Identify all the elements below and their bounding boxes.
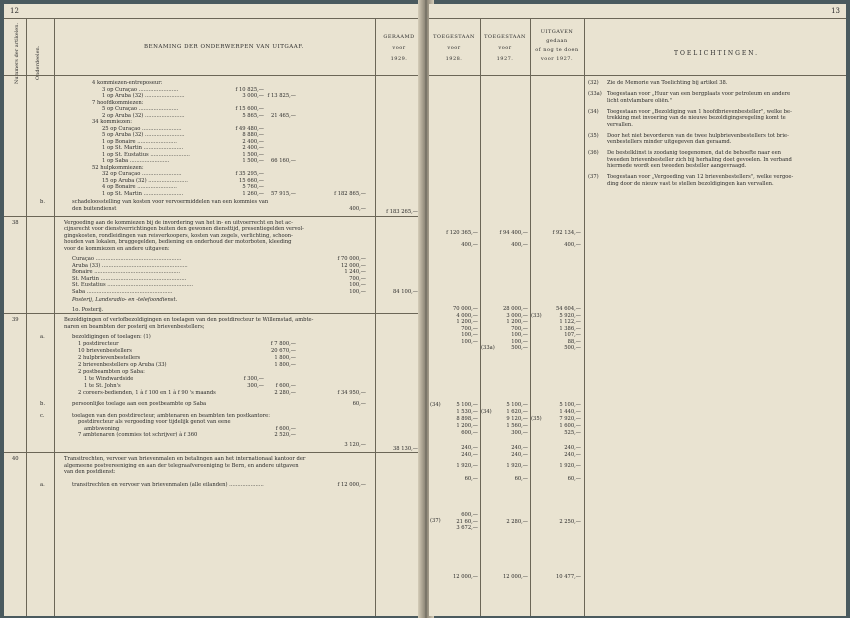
entry-text: 1 op St. Eustatius ........................ [102, 151, 190, 158]
art38-spent: 54 604,— [556, 306, 581, 312]
art38-value: 100,— [349, 288, 366, 295]
a-value-3: f 34 950,— [337, 389, 366, 396]
c-1928: 600,— [461, 512, 478, 518]
entry-text: 52 hulpkommiezen: [92, 164, 144, 171]
header-granted-1928-line2: voor [447, 45, 461, 51]
entry-value-1: 2 400,— [242, 138, 264, 145]
header-expenditure [531, 28, 583, 64]
entry-text: 34 kommiezen: [92, 119, 132, 125]
c-text: postdirecteur als vergoeding voor tijdelijk genot van eene [78, 419, 231, 425]
header-article-numbers: Nummers der artikelen. [14, 22, 20, 84]
rule-header-bottom [4, 75, 424, 76]
art38-value: f 70 000,— [337, 256, 366, 262]
total-1927: f 94 400,— [499, 230, 528, 236]
rule-top [4, 18, 424, 19]
a-label: a. [40, 334, 45, 340]
header-granted-1928-line3: 1928. [445, 56, 463, 62]
entry-value-2: 66 160,— [271, 158, 296, 164]
art39-1928: 1 530,— [456, 409, 478, 415]
section-heading: Posterij, Landsradio- en -telefoondienst. [72, 297, 178, 303]
art38-spent: 1 122,— [559, 319, 581, 325]
a-value-2: f 600,— [275, 382, 296, 389]
a-value-2: 1 800,— [274, 354, 296, 361]
art40-text: algemeene postvereeniging en aan der telegraafvereeniging te Bern, en andere uitgaven [64, 462, 299, 469]
a-item: 2 coreers-bedienden, 1 à f 100 en 1 à f 90 's maands [78, 389, 216, 396]
entry-text: 32 op Curaçao ........................ [102, 171, 182, 177]
entry-text: 1 op St. Martin ........................ [102, 190, 184, 197]
art39-1927: 5 100,— [506, 402, 528, 408]
note-text: hiermede wordt een tweeden besteller aangevraagd. [607, 163, 747, 169]
entry-value-1: 5 865,— [242, 112, 264, 119]
right-page [429, 4, 846, 616]
b-label: b. [40, 400, 45, 407]
a-value-1: 300,— [247, 382, 264, 389]
note-text: ding door de nieuw vast te stellen bezoldigingen kan vervallen. [607, 180, 774, 187]
entry-text: 4 op Bonaire ........................ [102, 184, 177, 190]
art38-text: houden van lokalen, bruggegelden, bediening en onderhoud der motorboten, kleeding [64, 239, 292, 245]
art38-spent: 107,— [564, 332, 581, 338]
art39-spent: 1 440,— [559, 409, 581, 415]
a-item: 1 te St. John's [84, 382, 121, 389]
entry-text: 5 op Aruba (32) ........................ [102, 132, 185, 138]
art39-1928: 1 920,— [456, 463, 478, 469]
art39-1927: 240,— [511, 452, 528, 458]
section-rule [4, 313, 424, 314]
header-expenditure-line4: voor 1927. [540, 56, 574, 62]
b-text-line: schadeloosstelling van kosten voor vervoermiddelen van een kommies van [72, 199, 269, 205]
subheading: 1o. Posterij. [72, 307, 104, 313]
left-page [4, 4, 424, 616]
art39-1927: 60,— [514, 476, 528, 482]
note-text: Toegestaan voor „Huur van een bergplaats voor petroleum en andere [607, 91, 791, 97]
c-label: c. [40, 412, 45, 419]
header-estimated-line1: GERAAMD [383, 34, 415, 40]
a-value: f 12 000,— [337, 481, 366, 488]
a-item: 10 brievenbestellers [78, 347, 132, 354]
art39-spent: 1 920,— [559, 463, 581, 469]
c-total: 3 120,— [344, 442, 366, 448]
section-rule [4, 452, 424, 453]
b-text-line: den buitendienst [72, 205, 117, 212]
entry-value-1: f 10 825,— [235, 86, 264, 93]
entry-text: 4 kommiezen-entreposeur: [92, 80, 163, 86]
art38-item: St. Martin .................................................... [72, 275, 187, 282]
b-value: 400,— [349, 205, 366, 212]
art39-1928: 1 200,— [456, 423, 478, 429]
art38-1928: 4 000,— [456, 312, 478, 319]
entry-value-2: 21 465,— [271, 112, 296, 119]
rule-header-bottom [429, 75, 846, 76]
art38-1928: 70 000,— [453, 306, 478, 312]
art38-1928: 100,— [461, 332, 478, 338]
entry-text: 1 op St. Martin ........................ [102, 145, 184, 151]
note-ref: (34) [588, 108, 599, 115]
note-ref: (37) [588, 174, 599, 180]
art39-spent: 525,— [564, 430, 581, 436]
art38-text: gingskosten, rondleidingen van reisverkoopers, kosten van zegels, verlichting, schoon- [64, 232, 293, 239]
rule-col1 [480, 18, 481, 616]
entry-text: 15 op Aruba (32) ........................ [102, 177, 188, 184]
note-text: venbestellers minder uitgegeven dan geraamd. [607, 139, 732, 145]
a-item: 1 postdirecteur [78, 340, 119, 347]
header-granted-1928 [429, 32, 479, 65]
art39-1928: 600,— [461, 430, 478, 436]
a-label: a. [40, 481, 45, 488]
header-granted-1927 [481, 32, 529, 65]
art38-1928: 100,— [461, 338, 478, 345]
total-1928: f 120 365,— [446, 230, 478, 236]
c-text: toelagen van den postdirecteur, ambtenaren en beambten ten postkantore: [72, 412, 270, 419]
entry-value-3: f 182 865,— [334, 190, 366, 197]
art38-1927: 3 000,— [506, 312, 528, 319]
art40-spent: 10 477,— [556, 574, 581, 580]
art38-1927: 500,— [511, 345, 528, 351]
art38-value: 700,— [349, 275, 366, 282]
entry-value-1: 1 260,— [242, 190, 264, 197]
art39-spent: 240,— [564, 445, 581, 451]
entry-value-1: 3 000,— [242, 93, 264, 99]
b-spent: 400,— [564, 242, 581, 248]
art38-1928: 1 200,— [456, 319, 478, 325]
a-value-2: 1 800,— [274, 361, 296, 368]
header-granted-1927-line2: voor [498, 45, 512, 51]
art38-item: Bonaire .................................................... [72, 269, 180, 275]
footnote-ref: (34) [481, 409, 492, 415]
art38-text: voor de kommiezen en andere uitgaven: [64, 245, 170, 252]
header-explanations: TOELICHTINGEN. [673, 50, 760, 57]
total-spent: f 92 134,— [552, 230, 581, 236]
art39-spent: 60,— [567, 476, 581, 482]
entry-value-1: f 15 600,— [235, 106, 264, 112]
art38-item: Saba .................................................... [72, 288, 173, 295]
art40-1927: 12 000,— [503, 574, 528, 580]
note-ref: (35) [588, 132, 599, 139]
a-value-2: 20 670,— [271, 347, 296, 354]
art38-1928: 700,— [461, 325, 478, 332]
art38-item: Curaçao .................................................... [72, 256, 182, 262]
footnote-ref: (35) [531, 416, 542, 422]
entry-text: 1 op Saba ........................ [102, 158, 170, 164]
art39-text: naren en beambten der posterij en brievenbestellers; [64, 323, 205, 330]
art38-1927: 700,— [511, 325, 528, 332]
entry-text: 5 op Curaçao ........................ [102, 106, 179, 112]
art39-1928: 8 898,— [456, 416, 478, 422]
art38-text: Vergoeding aan de kommiezen bij de invordering van het in- en uitvoerrecht en het ac- [64, 219, 293, 226]
art38-item: St. Eustatius .................................................... [72, 282, 194, 288]
art39-1928: 240,— [461, 452, 478, 458]
entry-value-1: 15 660,— [239, 177, 264, 184]
art38-1927: 1 200,— [506, 319, 528, 325]
note-text: Toegestaan voor „Bezoldiging van 1 hoofdbrievenbesteller", welke be- [607, 108, 792, 115]
c-text: ambtswoning [84, 425, 120, 432]
c-value: f 600,— [275, 425, 296, 432]
header-estimated [377, 32, 421, 65]
rule-col2 [54, 18, 55, 616]
header-granted-1927-line1: TOEGESTAAN [484, 34, 526, 40]
art38-value: 100,— [349, 282, 366, 288]
note-ref: (32) [588, 80, 599, 86]
art40-text: van den postdienst: [64, 469, 116, 475]
note-ref: (36) [588, 150, 599, 156]
art39-total: 38 130,— [393, 446, 418, 452]
entry-text: 7 hoofdkommiezen: [92, 99, 144, 106]
b-total: f 183 265,— [386, 208, 418, 215]
art39-1928: 5 100,— [456, 402, 478, 408]
entry-text: 1 op Aruba (32) ........................ [102, 93, 185, 99]
note-text: licht ontvlambare oliën." [607, 97, 672, 104]
section-rule [4, 216, 424, 217]
rule-col1 [26, 18, 27, 616]
art38-1927: 100,— [511, 332, 528, 338]
a-item: 2 hulpbrievenbestellers [78, 354, 141, 361]
art38-number: 38 [12, 219, 19, 226]
rule-col3 [584, 18, 585, 616]
entry-value-1: f 35 295,— [235, 171, 264, 177]
b-1928: 400,— [461, 242, 478, 248]
entry-value-1: 1 500,— [242, 158, 264, 164]
a-value-2: 2 280,— [274, 389, 296, 396]
a-item: 2 postbeambten op Saba: [78, 368, 145, 375]
art39-1927: 9 120,— [506, 416, 528, 422]
b-value: 60,— [352, 400, 366, 407]
footnote-ref: (34) [430, 402, 441, 408]
art39-1927: 1 620,— [506, 409, 528, 415]
entry-value-1: 2 400,— [242, 145, 264, 151]
rule-top [429, 18, 846, 19]
footnote-ref: (33) [531, 312, 542, 319]
note-ref: (33a) [588, 91, 602, 97]
entry-value-1: f 49 480,— [235, 125, 264, 132]
header-estimated-line3: 1929. [390, 56, 408, 62]
note-text: tweeden brievenbesteller zich bij herhaling doet gevoelen. In verband [607, 156, 792, 163]
art38-value: 12 000,— [341, 262, 366, 269]
art38-spent: 1 386,— [559, 325, 581, 332]
note-text: Zie de Memorie van Toelichting bij artikel 38. [607, 80, 728, 86]
header-expenditure-line1: UITGAVEN [540, 29, 574, 35]
page-number: 12 [10, 7, 19, 15]
footnote-ref: (33a) [481, 345, 495, 351]
art38-spent: 88,— [567, 338, 581, 345]
a-text: transitrechten en vervoer van brievenmalen (alle eilanden) ..................... [72, 481, 264, 488]
art38-1927: 100,— [511, 338, 528, 345]
art39-number: 39 [12, 317, 19, 323]
footnote-ref: (37) [430, 518, 441, 524]
c-1928: 21 60,— [456, 518, 478, 525]
note-text: trekking met invoering van de nieuwe bezoldigingsregeling komt te [607, 115, 786, 121]
art40-text: Transitrechten, vervoer van brievenmalen en betalingen aan het internationaal kantoor der [64, 456, 306, 462]
c-text: 7 ambtenaren (commies tot schrijver) à f 360 [78, 432, 198, 438]
a-value-1: f 300,— [243, 375, 264, 382]
entry-text: 2 op Aruba (32) ........................ [102, 112, 185, 119]
header-subdivisions: Onderdeelen. [35, 45, 41, 80]
art38-spent: 5 920,— [559, 312, 581, 319]
rule-col3 [375, 18, 376, 616]
art39-spent: 7 920,— [559, 416, 581, 422]
art38-text: cijnsrecht voor dienstverrichtingen buiten den gewonen diensttijd, presentiegelden vervol- [64, 226, 304, 232]
art39-1927: 240,— [511, 445, 528, 451]
a-value-2: f 7 800,— [270, 340, 296, 347]
entry-text: 1 op Bonaire ........................ [102, 138, 177, 145]
a-intro: bezoldigingen of toelagen: (1) [72, 334, 151, 340]
header-granted-1928-line1: TOEGESTAAN [433, 34, 475, 40]
note-text: De bestelklinst is zoodanig toegenomen, dat de behoefte naar een [607, 150, 782, 156]
art39-1927: 1 920,— [506, 463, 528, 469]
art38-item: Aruba (33) .................................................... [72, 262, 188, 269]
header-expenditure-line2: gedaan [546, 38, 568, 44]
art38-total: 84 100,— [393, 289, 418, 295]
c-value: 2 520,— [274, 432, 296, 438]
entry-value-2: 57 915,— [271, 190, 296, 197]
header-granted-1927-line3: 1927. [496, 56, 514, 62]
art39-1928: 60,— [464, 476, 478, 482]
art39-text: Bezoldigingen of verlofbezoldigingen en toelagen van den postdirecteur te Willemstad, ambte- [64, 317, 314, 323]
page-number: 13 [831, 7, 840, 15]
c-1927: 2 280,— [506, 518, 528, 525]
entry-text: 3 op Curaçao ........................ [102, 86, 179, 93]
art39-spent: 5 100,— [559, 402, 581, 408]
header-subject: BENAMING DER ONDERWERPEN VAN UITGAAF. [144, 44, 304, 50]
entry-value-2: f 13 825,— [267, 93, 296, 99]
art39-spent: 240,— [564, 452, 581, 458]
entry-text: 25 op Curaçao ........................ [102, 125, 182, 132]
c-spent: 2 250,— [559, 518, 581, 525]
note-text: Toegestaan voor „Vergoeding van 12 brievenbestellers", welke vergoe- [607, 174, 794, 180]
art38-1927: 28 000,— [503, 306, 528, 312]
b-text: persoonlijke toelage aan een postbeambte op Saba [72, 400, 207, 407]
entry-value-1: 1 500,— [242, 151, 264, 158]
art39-1927: 1 560,— [506, 423, 528, 429]
art40-1928: 12 000,— [453, 574, 478, 580]
art40-number: 40 [12, 456, 19, 462]
a-item: 1 te Windwardside [84, 375, 134, 382]
entry-value-1: 5 760,— [242, 184, 264, 190]
art39-1928: 240,— [461, 445, 478, 451]
header-estimated-line2: voor [392, 45, 406, 51]
a-item: 2 brievenbestellers op Aruba (33) [78, 361, 167, 368]
note-text: Door het niet bevorderen van de twee hulpbrievenbestellers tot brie- [607, 132, 789, 139]
entry-value-1: 8 880,— [242, 132, 264, 138]
b-1927: 400,— [511, 242, 528, 248]
c-1928: 3 672,— [456, 525, 478, 531]
note-text: vervallen. [607, 121, 633, 128]
header-expenditure-line3: of nog te doen [535, 47, 579, 53]
b-label: b. [40, 199, 45, 205]
art38-value: 1 240,— [344, 269, 366, 275]
art39-1927: 300,— [511, 430, 528, 436]
art38-spent: 500,— [564, 345, 581, 351]
art39-spent: 1 600,— [559, 423, 581, 429]
